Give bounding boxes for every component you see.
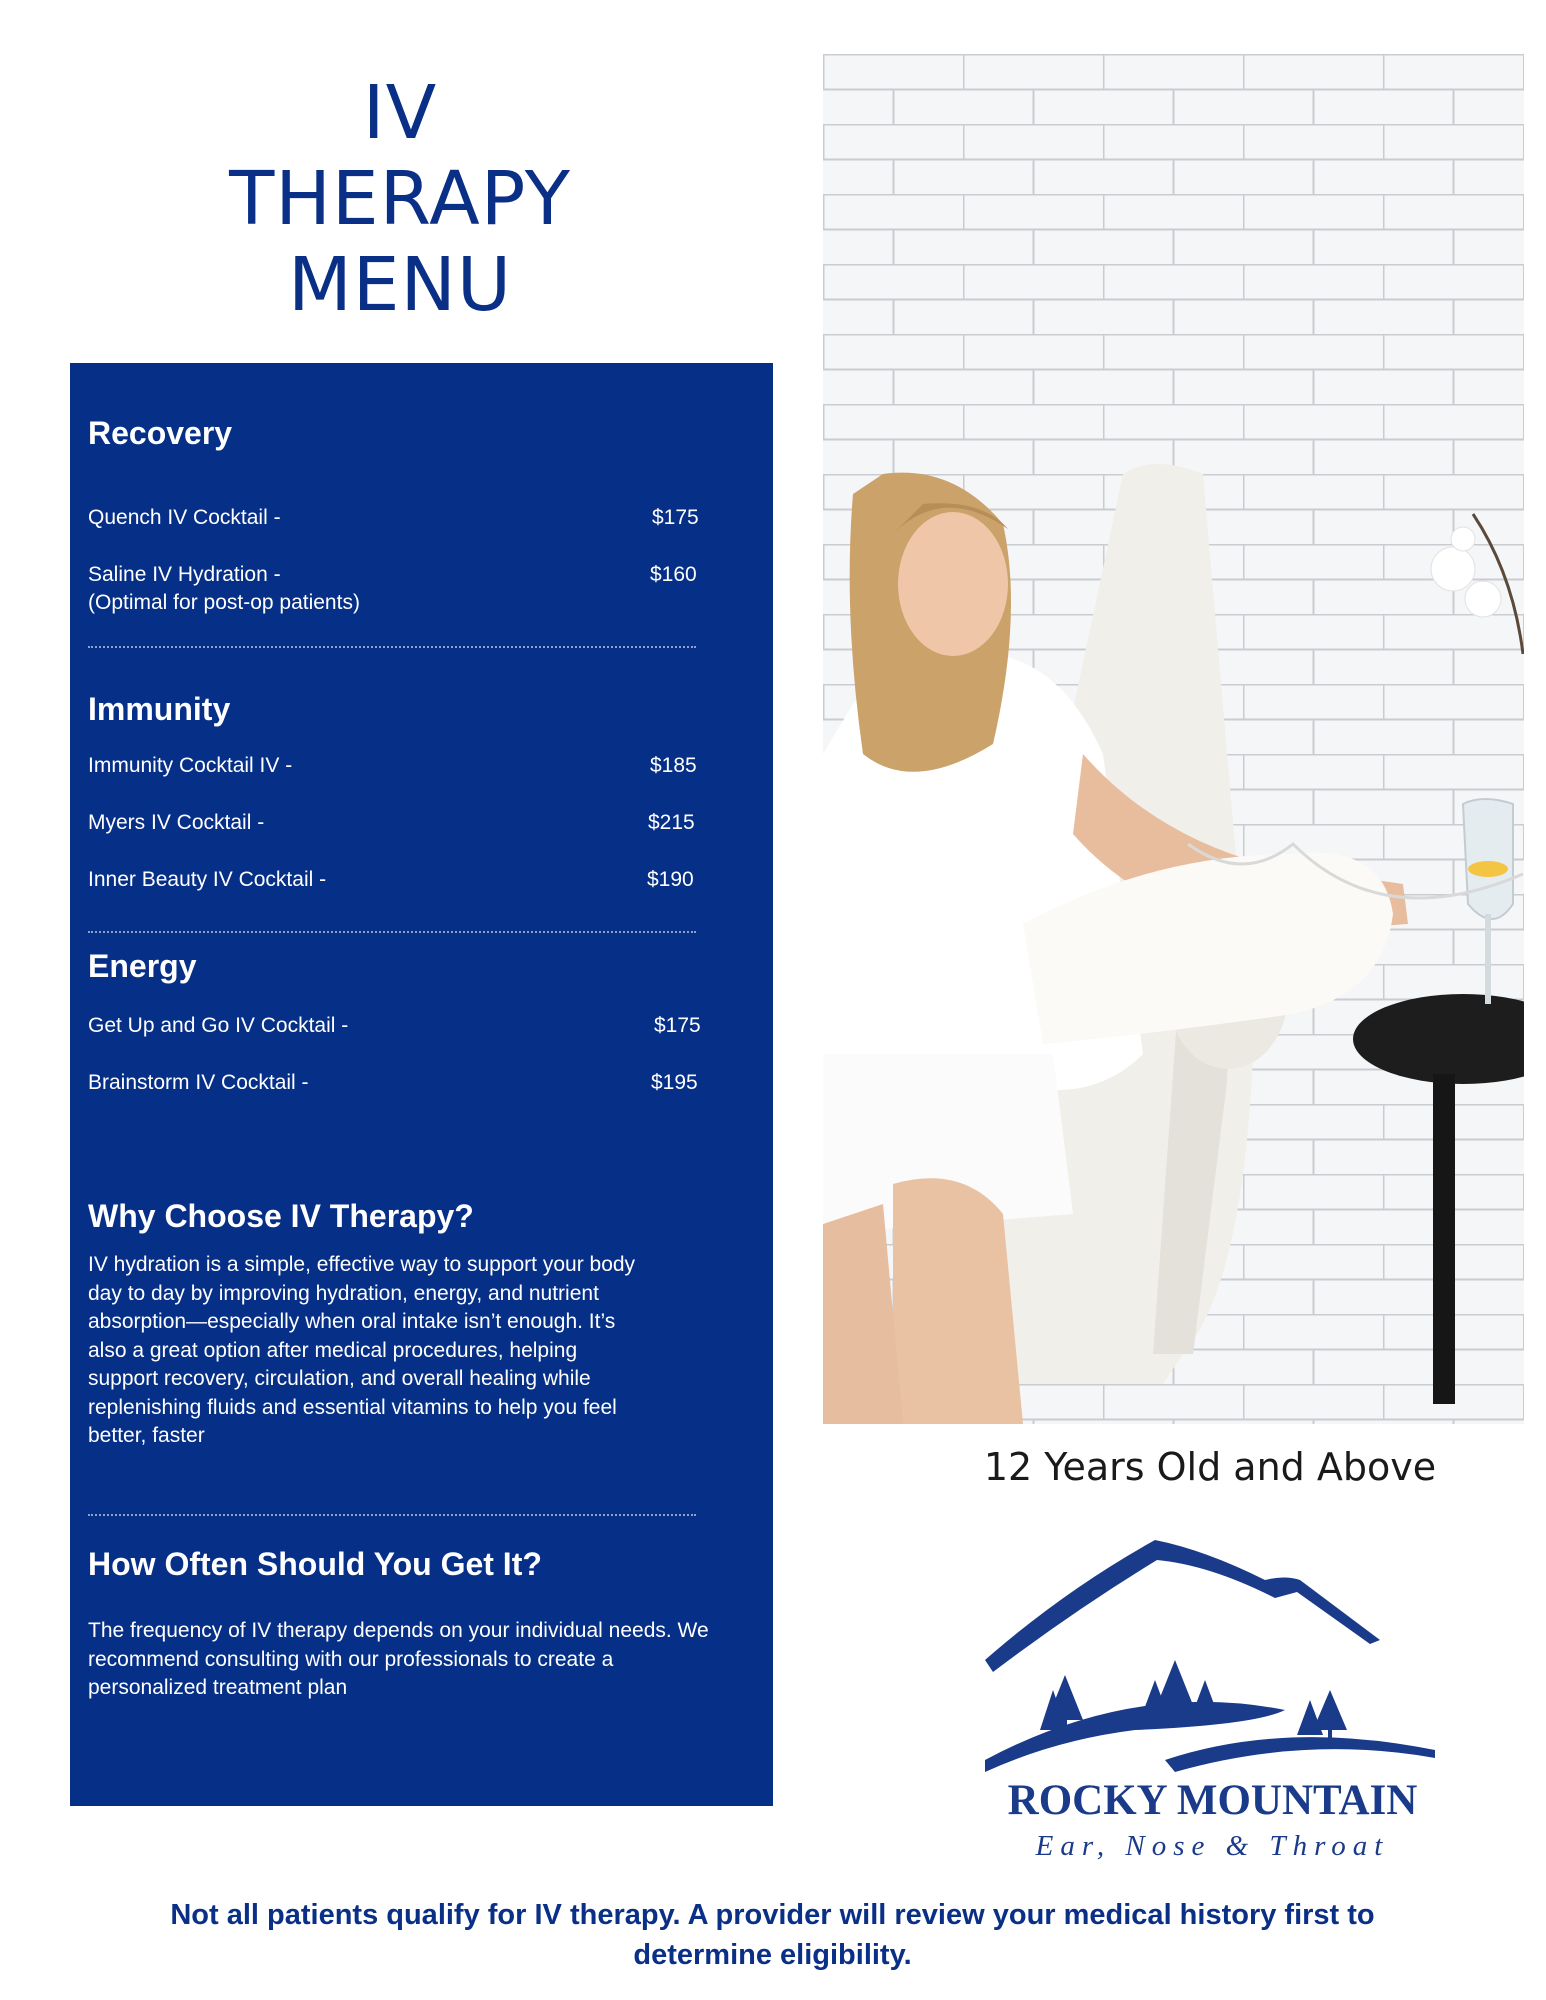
menu-price-brainstorm: $195 bbox=[651, 1071, 698, 1094]
title-line-1: IV bbox=[362, 70, 438, 156]
divider bbox=[88, 646, 696, 648]
menu-item-quench: Quench IV Cocktail - bbox=[88, 506, 281, 529]
eligibility-disclaimer: Not all patients qualify for IV therapy. A provider will review your medical history first to determine eligibility. bbox=[170, 1899, 1375, 1971]
menu-item-myers: Myers IV Cocktail - bbox=[88, 811, 265, 834]
menu-price-myers: $215 bbox=[648, 811, 695, 834]
menu-price-quench: $175 bbox=[652, 506, 699, 529]
age-requirement: 12 Years Old and Above bbox=[983, 1445, 1437, 1489]
menu-price-inner-beauty: $190 bbox=[647, 868, 694, 891]
immunity-heading: Immunity bbox=[88, 691, 231, 727]
menu-item-saline-note: (Optimal for post-op patients) bbox=[88, 591, 360, 614]
menu-price-get-up-and-go: $175 bbox=[654, 1014, 701, 1037]
menu-item-immunity-cocktail: Immunity Cocktail IV - bbox=[88, 754, 293, 777]
page-title bbox=[170, 70, 630, 328]
menu-item-get-up-and-go: Get Up and Go IV Cocktail - bbox=[88, 1014, 349, 1037]
energy-heading: Energy bbox=[88, 948, 197, 984]
woman-receiving-iv-illustration bbox=[823, 54, 1524, 1424]
divider bbox=[88, 1514, 696, 1516]
menu-item-saline: Saline IV Hydration - bbox=[88, 563, 281, 586]
rocky-mountain-logo bbox=[985, 1540, 1440, 1880]
iv-therapy-photo bbox=[823, 54, 1524, 1424]
logo-subtitle: Ear, Nose & Throat bbox=[1035, 1830, 1390, 1862]
mountain-trees-logo-icon bbox=[985, 1540, 1440, 1775]
logo-name: ROCKY MOUNTAIN bbox=[1007, 1777, 1418, 1824]
why-paragraph: IV hydration is a simple, effective way to support your body day to day by improving hydration, energy, and nutrient absorption—especially when oral intake isn’t enough. It’s also a great option after medical procedures, helping support recovery, circulation, and overall healing while replenishing fluids and essential vitamins to help you feel better, faster bbox=[88, 1253, 636, 1447]
menu-item-brainstorm: Brainstorm IV Cocktail - bbox=[88, 1071, 309, 1094]
often-heading: How Often Should You Get It? bbox=[88, 1546, 542, 1582]
menu-panel bbox=[70, 363, 773, 1806]
often-paragraph: The frequency of IV therapy depends on your individual needs. We recommend consulting with our professionals to create a personalized treatment plan bbox=[88, 1619, 709, 1699]
title-line-3: MENU bbox=[287, 242, 513, 328]
divider bbox=[88, 931, 696, 933]
title-line-2: THERAPY bbox=[229, 156, 571, 242]
menu-price-immunity-cocktail: $185 bbox=[650, 754, 697, 777]
menu-item-inner-beauty: Inner Beauty IV Cocktail - bbox=[88, 868, 327, 891]
menu-price-saline: $160 bbox=[650, 563, 697, 586]
why-heading: Why Choose IV Therapy? bbox=[88, 1198, 474, 1234]
recovery-heading: Recovery bbox=[88, 415, 233, 451]
